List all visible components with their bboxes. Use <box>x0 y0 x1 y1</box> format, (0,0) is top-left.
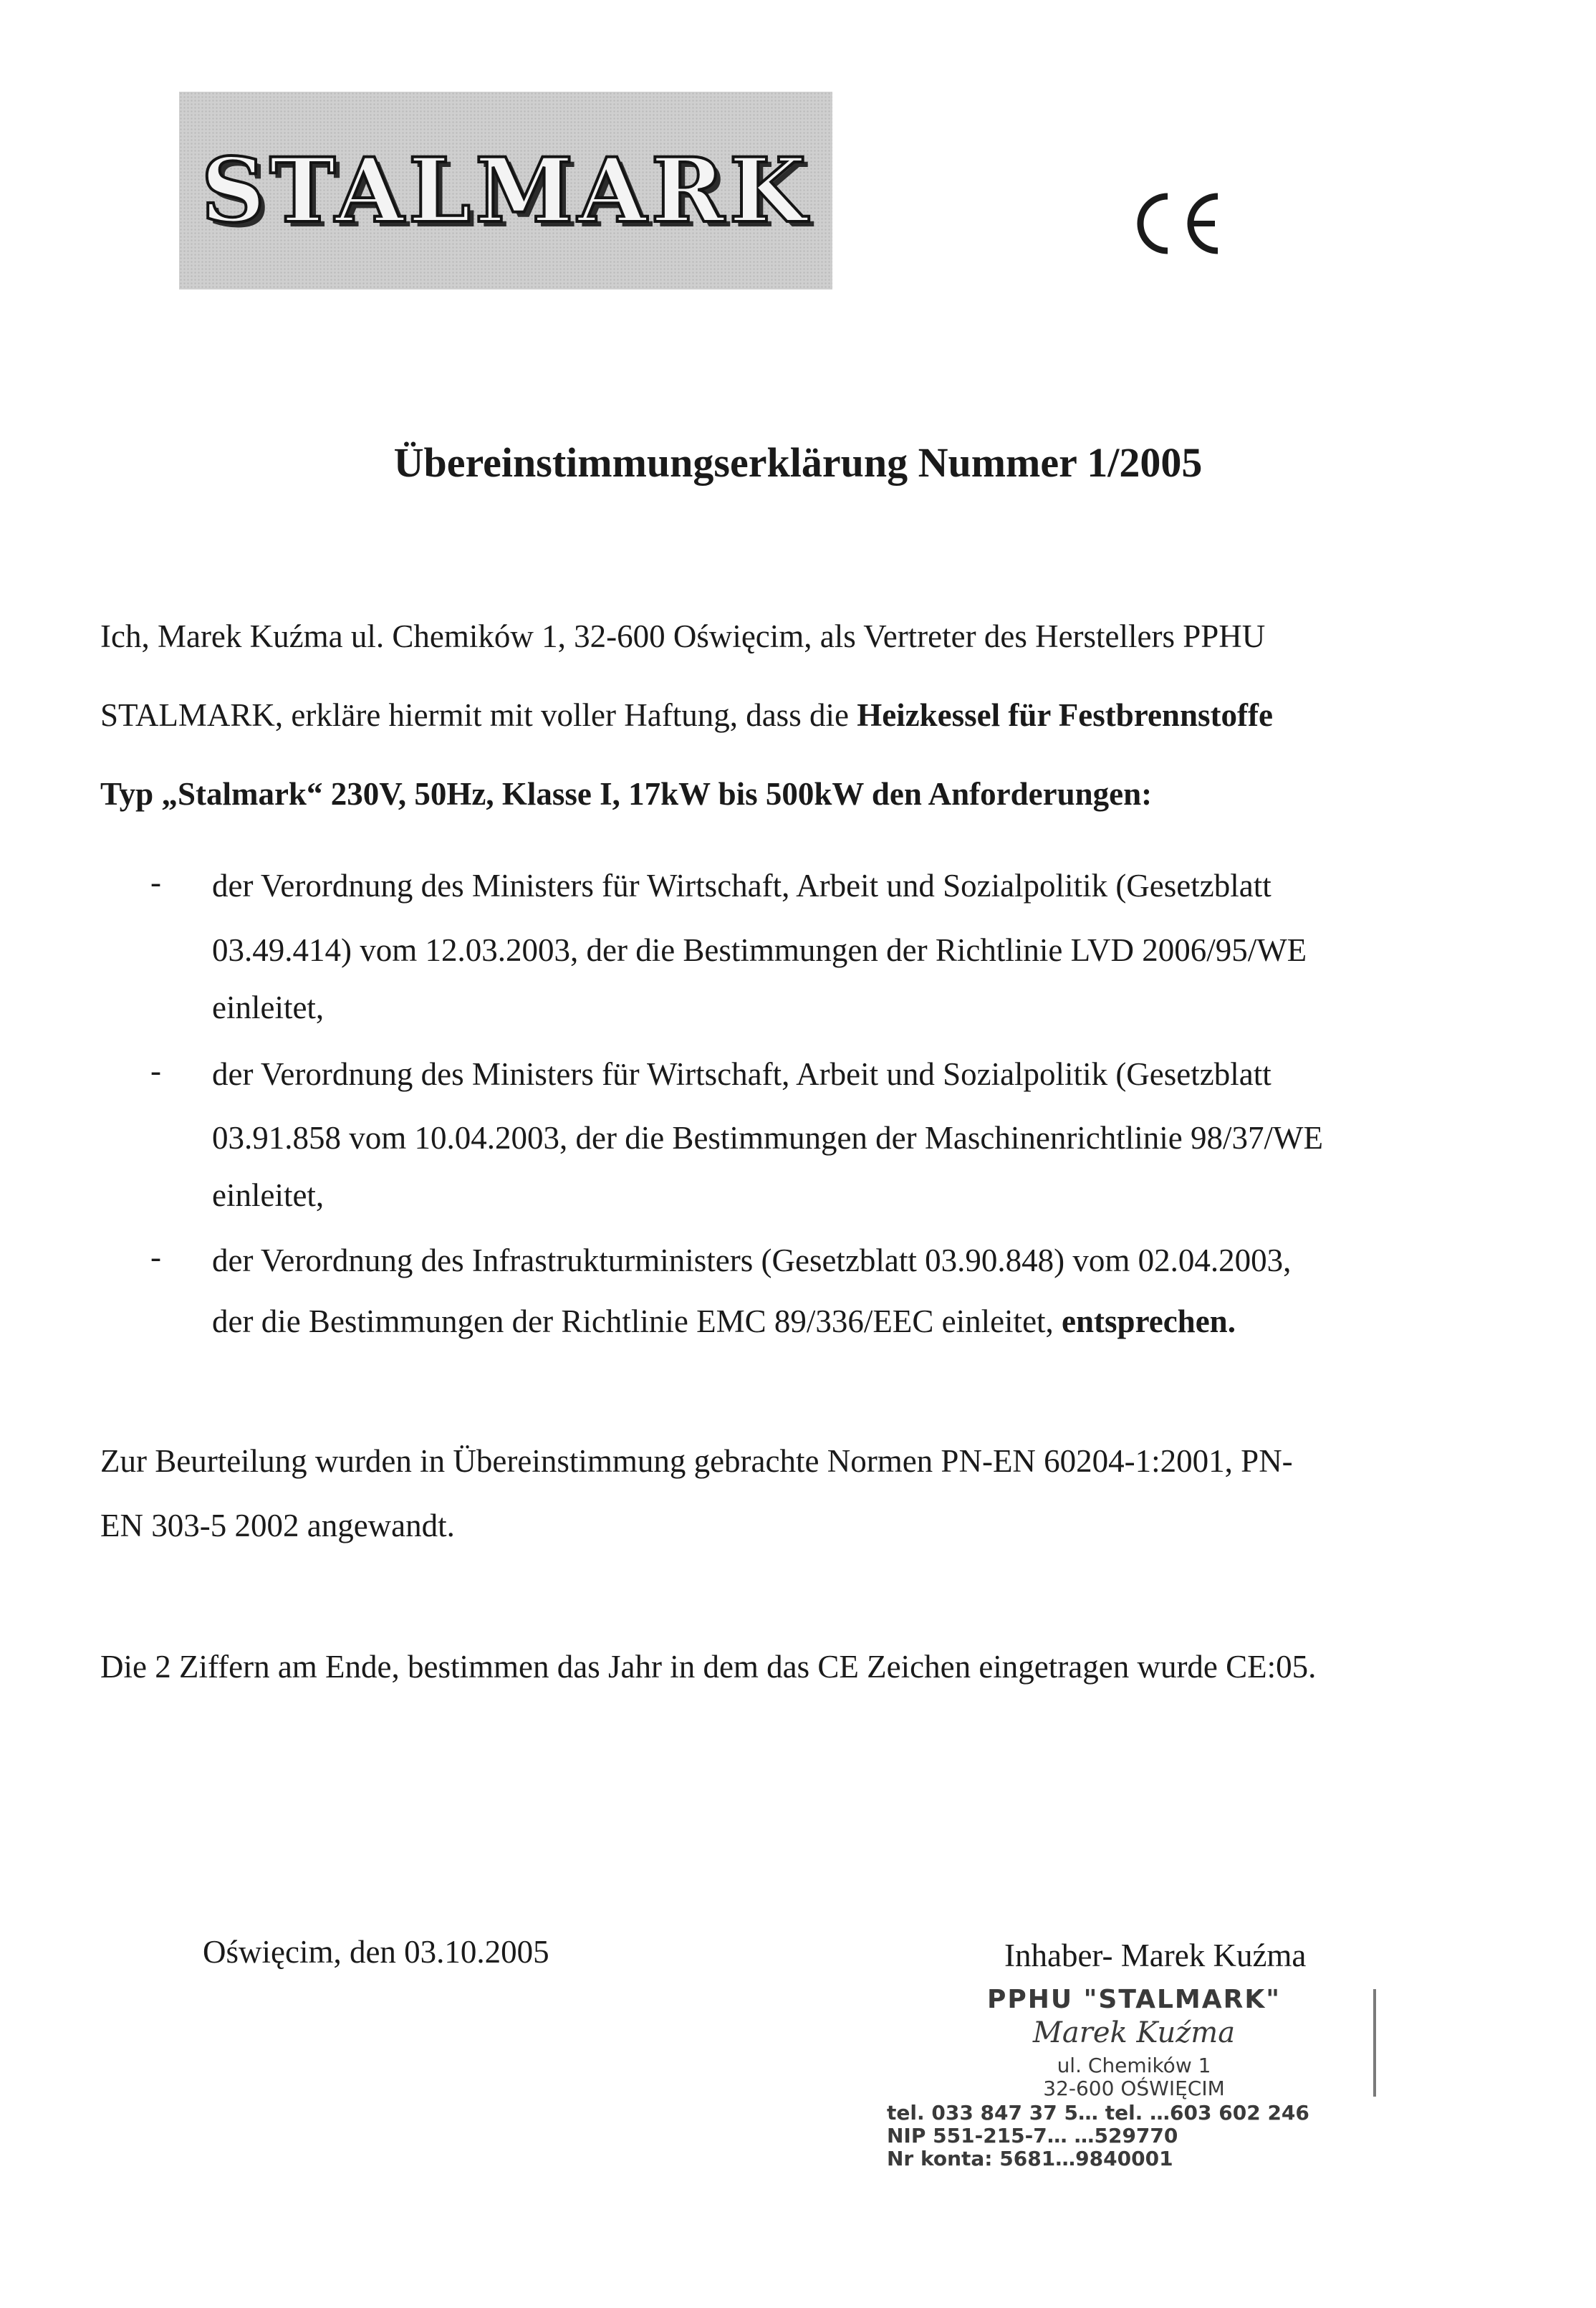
stamp-street: ul. Chemików 1 <box>1057 2054 1211 2077</box>
conformity-verb: entsprechen. <box>1062 1303 1236 1339</box>
requirement-2-dash: - <box>150 1053 161 1088</box>
requirement-3-line-2 <box>212 1303 1236 1340</box>
requirement-2-line-3: einleitet, <box>212 1177 325 1213</box>
stamp-phone: tel. 033 847 37 5… tel. …603 602 246 <box>887 2101 1309 2125</box>
stamp-edge-mark <box>1373 1989 1376 2097</box>
standards-line-2: EN 303-5 2002 angewandt. <box>100 1508 455 1543</box>
stamp-tax-id: NIP 551-215-7… …529770 <box>887 2124 1178 2147</box>
requirement-1-dash: - <box>150 864 161 900</box>
standards-line-1: Zur Beurteilung wurden in Übereinstimmung gebrachte Normen PN-EN 60204-1:2001, PN- <box>100 1443 1293 1479</box>
intro-line-2 <box>100 696 1273 734</box>
product-name: Heizkessel für Festbrennstoffe <box>857 697 1273 733</box>
intro-line-1: Ich, Marek Kuźma ul. Chemików 1, 32-600 Oświęcim, als Vertreter des Herstellers PPHU <box>100 618 1266 654</box>
requirement-2-line-1: der Verordnung des Ministers für Wirtschaft, Arbeit und Sozialpolitik (Gesetzblatt <box>212 1056 1271 1092</box>
company-stamp <box>887 1985 1381 2170</box>
ce-mark-icon <box>1126 188 1226 259</box>
logo-text: STALMARK <box>201 138 811 243</box>
stamp-bank-account: Nr konta: 5681…9840001 <box>887 2147 1173 2170</box>
ce-note-line: Die 2 Ziffern am Ende, bestimmen das Jahr in dem das CE Zeichen eingetragen wurde CE:05. <box>100 1649 1317 1685</box>
intro-line-2-text: STALMARK, erkläre hiermit mit voller Haftung, dass die <box>100 697 857 733</box>
stamp-owner-name: Marek Kuźma <box>1032 2016 1236 2049</box>
stamp-city: 32-600 OŚWIĘCIM <box>1043 2077 1225 2100</box>
requirement-3-line-1: der Verordnung des Infrastrukturministers (Gesetzblatt 03.90.848) vom 02.04.2003, <box>212 1242 1292 1278</box>
requirement-3-line-2-text: der die Bestimmungen der Richtlinie EMC 89/336/EEC einleitet, <box>212 1303 1062 1339</box>
stamp-company: PPHU "STALMARK" <box>987 1985 1281 2014</box>
company-logo <box>179 92 832 289</box>
requirement-1-line-2: 03.49.414) vom 12.03.2003, der die Bestimmungen der Richtlinie LVD 2006/95/WE <box>212 932 1307 968</box>
requirement-2-line-2: 03.91.858 vom 10.04.2003, der die Bestimmungen der Maschinenrichtlinie 98/37/WE <box>212 1120 1323 1156</box>
requirement-3-dash: - <box>150 1239 161 1275</box>
document-title: Übereinstimmungserklärung Nummer 1/2005 <box>393 439 1203 486</box>
place-and-date: Oświęcim, den 03.10.2005 <box>203 1934 549 1970</box>
product-type-line: Typ „Stalmark“ 230V, 50Hz, Klasse I, 17kW bis 500kW den Anforderungen: <box>100 776 1153 812</box>
requirement-1-line-1: der Verordnung des Ministers für Wirtschaft, Arbeit und Sozialpolitik (Gesetzblatt <box>212 868 1271 904</box>
requirement-1-line-3: einleitet, <box>212 990 325 1025</box>
signer-name: Inhaber- Marek Kuźma <box>1004 1938 1307 1973</box>
